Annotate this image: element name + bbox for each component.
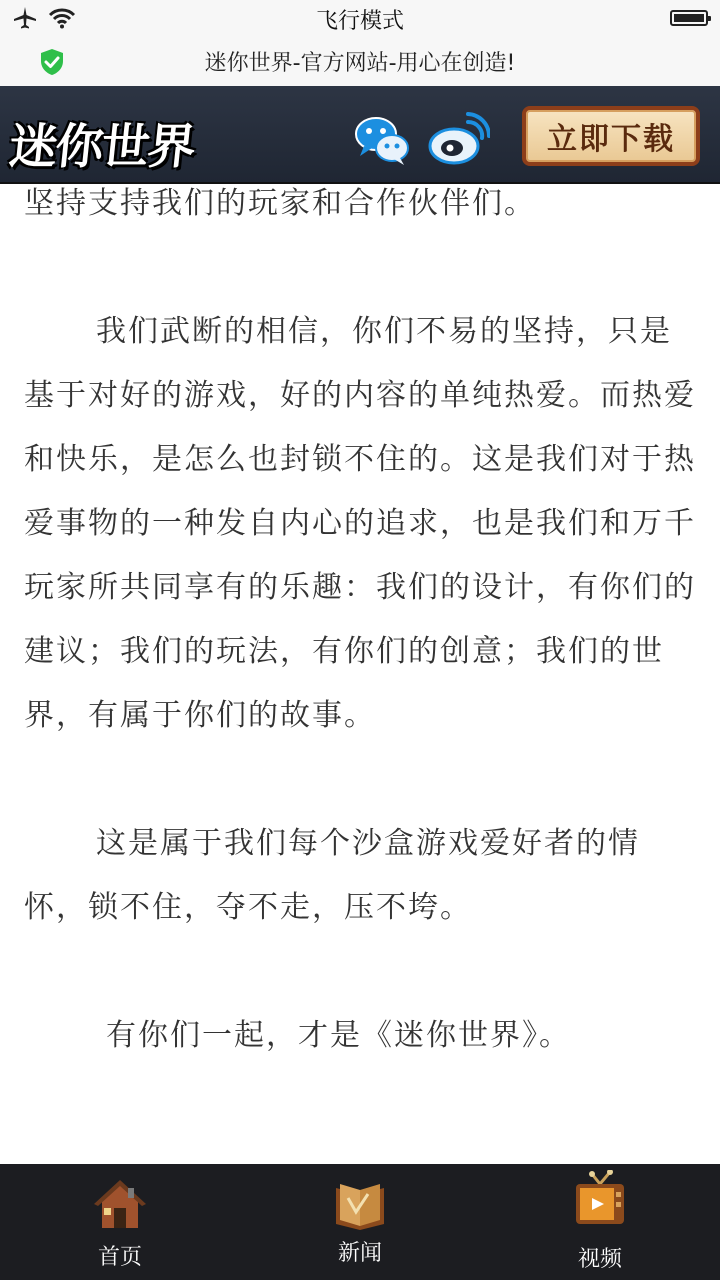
nav-label-home: 首页 — [97, 1245, 142, 1270]
nav-item-home[interactable] — [0, 1164, 240, 1280]
book-icon — [330, 1172, 390, 1232]
paragraph-1-end: 坚持支持我们的玩家和合作伙伴们。 — [24, 186, 536, 221]
battery-icon — [670, 10, 708, 26]
nav-item-video[interactable] — [480, 1164, 720, 1280]
weibo-icon[interactable] — [428, 112, 490, 166]
site-logo[interactable] — [6, 96, 240, 176]
status-bar — [0, 0, 720, 40]
wechat-icon[interactable] — [354, 114, 410, 166]
logo-text: 迷你世界 — [6, 119, 197, 175]
tv-icon — [570, 1170, 630, 1232]
house-icon — [90, 1174, 150, 1234]
url-bar[interactable] — [0, 40, 720, 87]
paragraph-3: 这是属于我们每个沙盒游戏爱好者的情怀，锁不住，夺不走，压不垮。 — [24, 826, 640, 925]
download-button[interactable]: 立即下载 — [522, 106, 700, 166]
paragraph-4: 有你们一起，才是《迷你世界》。 — [106, 1018, 571, 1053]
nav-label-news: 新闻 — [337, 1241, 382, 1266]
paragraph-2: 我们武断的相信，你们不易的坚持，只是基于对好的游戏，好的内容的单纯热爱。而热爱和快乐，是怎么也封锁不住的。这是我们对于热爱事物的一种发自内心的追求，也是我们和万千玩家所共同享有的乐趣：我们的设计，有你们的建议；我们的玩法，有你们的创意；我们的世界，有属于你们的故事。 — [24, 314, 696, 733]
status-title: 飞行模式 — [315, 9, 404, 34]
article-body — [24, 182, 696, 1164]
page-url-title[interactable]: 迷你世界-官方网站-用心在创造! — [204, 51, 516, 76]
bottom-nav — [0, 1164, 720, 1280]
nav-label-video: 视频 — [577, 1247, 622, 1272]
nav-item-news[interactable] — [240, 1164, 480, 1280]
